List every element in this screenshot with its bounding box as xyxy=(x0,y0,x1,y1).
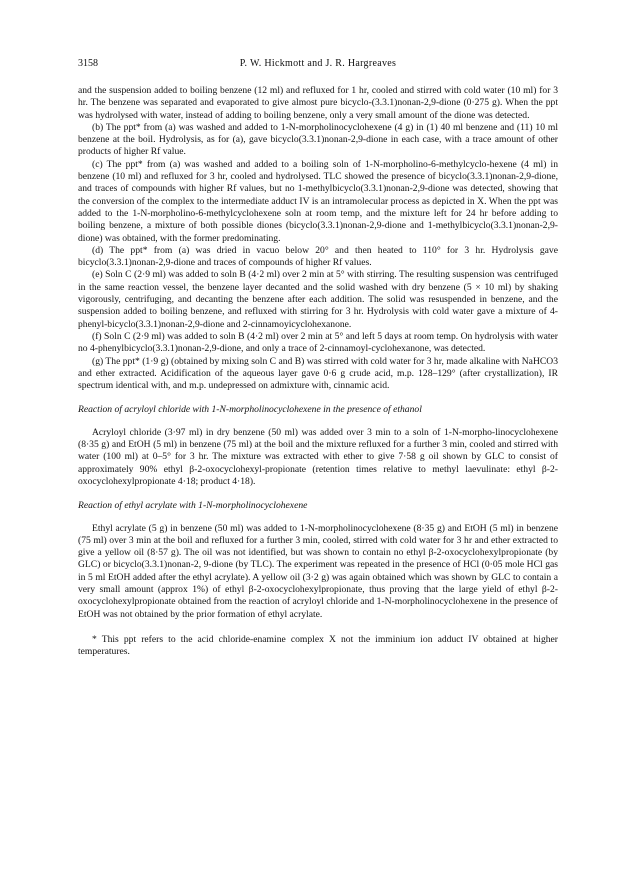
footnote: * This ppt refers to the acid chloride-enamine complex X not the imminium ion adduct IV obtained at higher temperatures. xyxy=(78,633,558,658)
paragraph-e: (e) Soln C (2·9 ml) was added to soln B (4·2 ml) over 2 min at 5° with stirring. The resulting suspension was centrifuged in the same reaction vessel, the benzene layer decanted and the solid washed with dry benzene (5 × 10 ml) by shaking vigorously, centrifuging, and decanting the benzene after each addition. The solid was resuspended in benzene, and the suspension added to boiling benzene, and refluxed with stirring for 3 hr. Hydrolysis with cold water gave a mixture of 4-phenyl-bicyclo(3.3.1)nonan-2,9-dione and 2-cinnamoyicyclohexanone. xyxy=(78,269,558,330)
paragraph-c: (c) The ppt* from (a) was washed and added to a boiling soln of 1-N-morpholino-6-methylcyclo-hexene (4 ml) in benzene (10 ml) and refluxed for 3 hr, cooled and hydrolysed. TLC showed the presence of bicyclo(3.3.1)nonan-2,9-dione, and traces of compounds with higher Rf values, but no 1-methylbicyclo(3.3.1)nonan-2,9-dione was detected, showing that the conversion of the complex to the intermediate adduct IV is an intramolecular process as depicted in X. When the ppt was added to the 1-N-morpholino-6-methylcyclohexene soln at room temp, and the mixture left for 24 hr before adding to boiling benzene, a mixture of both possible diones (bicyclo(3.3.1)nonan-2,9-dione and 1-methylbicyclo(3.3.1)nonan-2,9-dione) was obtained, with the former predominating. xyxy=(78,158,558,244)
paragraph-ethyl-acrylate: Ethyl acrylate (5 g) in benzene (50 ml) was added to 1-N-morpholinocyclohexene (8·35 g) and EtOH (5 ml) in benzene (75 ml) over 3 min at the boil and refluxed for a further 3 min, cooled, stirred with cold water for 3 hr and ether extracted to give a yellow oil (8·57 g). The oil was not identified, but was shown to contain no ethyl β-2-oxocyclohexylpropionate (by GLC) or bicyclo(3.3.1)nonan-2, 9-dione (by TLC). The experiment was repeated in the presence of HCl (0·05 mole HCl gas in 5 ml EtOH added after the ethyl acrylate). A yellow oil (3·2 g) was again obtained which was shown by GLC to contain a very small amount (approx 1%) of ethyl β-2-oxocyclohexylpropionate, thus proving that the large yield of ethyl β-2-oxocyclohexylpropionate obtained from the reaction of acryloyl chloride and 1-N-morpholinocyclohexene in the presence of EtOH was not obtained by the prior formation of ethyl acrylate. xyxy=(78,522,558,620)
paragraph-d: (d) The ppt* from (a) was dried in vacuo below 20° and then heated to 110° for 3 hr. Hydrolysis gave bicyclo(3.3.1)nonan-2,9-dione and traces of compounds of higher Rf values. xyxy=(78,244,558,269)
page-number: 3158 xyxy=(78,58,98,69)
paragraph-g: (g) The ppt* (1·9 g) (obtained by mixing soln C and B) was stirred with cold water for 3 hr, made alkaline with NaHCO3 and ether extracted. Acidification of the aqueous layer gave 0·6 g crude acid, m.p. 128–129° (after crystallization), IR spectrum identical with, and m.p. undepressed on admixture with, cinnamic acid. xyxy=(78,355,558,392)
paragraph-continuation: and the suspension added to boiling benzene (12 ml) and refluxed for 1 hr, cooled and stirred with cold water (10 ml) for 3 hr. The benzene was separated and evaporated to give almost pure bicyclo-(3.3.1)nonan-2,9-dione (0·275 g). When the ppt was hydrolysed with water, instead of adding to boiling benzene, only a very small amount of the dione was detected. xyxy=(78,85,558,121)
paragraph-b: (b) The ppt* from (a) was washed and added to 1-N-morpholinocyclohexene (4 g) in (1) 40 ml benzene and (11) 10 ml benzene at the boil. Hydrolysis, as for (a), gave bicyclo(3.3.1)nonan-2,9-dione in each case, with a trace amount of other products of higher Rf value. xyxy=(78,121,558,158)
section-heading-ethyl-acrylate: Reaction of ethyl acrylate with 1-N-morpholinocyclohexene xyxy=(78,500,308,512)
paragraph-acryloyl-chloride: Acryloyl chloride (3·97 ml) in dry benzene (50 ml) was added over 3 min to a soln of 1-N-morpho-linocyclohexene (8·35 g) and EtOH (5 ml) in benzene (75 ml) at the boil and the mixture refluxed for a further 3 min, cooled and stirred with water (100 ml) at 0–5° for 3 hr. The mixture was extracted with ether to give 7·58 g oil shown by GLC to consist of approximately 90% ethyl β-2-oxocyclohexyl-propionate (retention times relative to methyl laevulinate: ethyl β-2-oxocyclohexylpropionate 4·18; product 4·18). xyxy=(78,426,558,487)
article-body xyxy=(78,85,558,658)
running-head-authors: P. W. Hickmott and J. R. Hargreaves xyxy=(239,58,397,69)
paragraph-f: (f) Soln C (2·9 ml) was added to soln B (4·2 ml) over 2 min at 5° and left 5 days at room temp. On hydrolysis with water no 4-phenylbicyclo(3.3.1)nonan-2,9-dione, and only a trace of 2-cinnamoyl-cyclohexanone, was detected. xyxy=(78,330,558,355)
section-heading-acryloyl-chloride: Reaction of acryloyl chloride with 1-N-morpholinocyclohexene in the presence of ethanol xyxy=(78,404,422,416)
